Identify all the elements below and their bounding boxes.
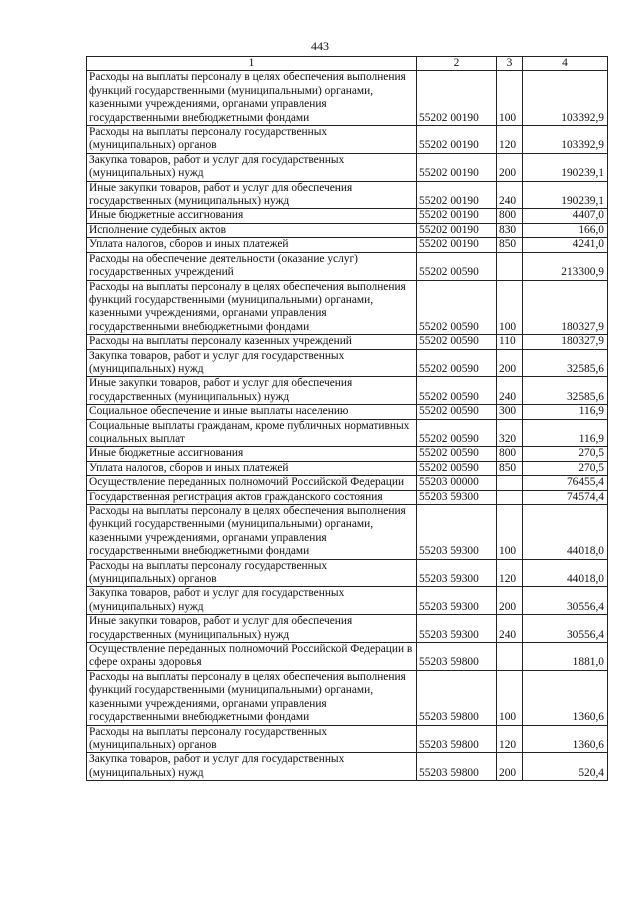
row-amount: 213300,9 — [523, 252, 608, 280]
row-code: 55202 00190 — [417, 153, 497, 181]
row-amount: 76455,4 — [523, 476, 608, 490]
row-name: Закупка товаров, работ и услуг для государственных (муниципальных) нужд — [87, 153, 417, 181]
row-amount: 30556,4 — [523, 587, 608, 615]
row-name: Социальные выплаты гражданам, кроме публичных нормативных социальных выплат — [87, 419, 417, 447]
row-vr-code — [497, 643, 523, 671]
row-amount: 180327,9 — [523, 280, 608, 335]
header-row — [87, 57, 608, 71]
row-name: Исполнение судебных актов — [87, 223, 417, 237]
row-vr-code: 850 — [497, 238, 523, 252]
row-amount: 74574,4 — [523, 490, 608, 504]
row-vr-code: 200 — [497, 153, 523, 181]
row-amount: 44018,0 — [523, 559, 608, 587]
row-amount: 103392,9 — [523, 71, 608, 126]
row-name: Иные закупки товаров, работ и услуг для обеспечения государственных (муниципальных) нужд — [87, 615, 417, 643]
row-amount: 103392,9 — [523, 126, 608, 154]
row-code: 55202 00590 — [417, 335, 497, 349]
row-vr-code: 240 — [497, 615, 523, 643]
row-name: Осуществление переданных полномочий Российской Федерации в сфере охраны здоровья — [87, 643, 417, 671]
row-vr-code: 240 — [497, 377, 523, 405]
row-code: 55202 00590 — [417, 377, 497, 405]
table-row — [87, 209, 608, 223]
row-vr-code: 800 — [497, 209, 523, 223]
row-amount: 32585,6 — [523, 377, 608, 405]
row-code: 55203 59800 — [417, 643, 497, 671]
row-code: 55203 59300 — [417, 615, 497, 643]
row-code: 55202 00590 — [417, 419, 497, 447]
row-code: 55203 59800 — [417, 753, 497, 781]
row-code: 55202 00190 — [417, 209, 497, 223]
row-name: Иные закупки товаров, работ и услуг для обеспечения государственных (муниципальных) нужд — [87, 377, 417, 405]
table-row — [87, 476, 608, 490]
page-number: 443 — [311, 39, 329, 53]
table-row — [87, 349, 608, 377]
row-name: Уплата налогов, сборов и иных платежей — [87, 461, 417, 475]
row-name: Закупка товаров, работ и услуг для государственных (муниципальных) нужд — [87, 753, 417, 781]
row-name: Иные бюджетные ассигнования — [87, 209, 417, 223]
row-amount: 1881,0 — [523, 643, 608, 671]
table-row — [87, 153, 608, 181]
row-code: 55203 59300 — [417, 559, 497, 587]
row-code: 55202 00190 — [417, 181, 497, 209]
row-code: 55202 00190 — [417, 223, 497, 237]
row-name: Расходы на выплаты персоналу в целях обеспечения выполнения функций государственными (муниципальными) органами, казенными учреждениями, органами управления государственными внебюджетными фондами — [87, 71, 417, 126]
row-amount: 520,4 — [523, 753, 608, 781]
row-vr-code: 200 — [497, 349, 523, 377]
table-row — [87, 587, 608, 615]
row-amount: 32585,6 — [523, 349, 608, 377]
row-vr-code: 120 — [497, 559, 523, 587]
header-col-1: 1 — [87, 57, 417, 71]
row-name: Расходы на выплаты персоналу казенных учреждений — [87, 335, 417, 349]
row-vr-code: 320 — [497, 419, 523, 447]
row-name: Осуществление переданных полномочий Российской Федерации — [87, 476, 417, 490]
table-row — [87, 71, 608, 126]
row-vr-code: 830 — [497, 223, 523, 237]
row-amount: 116,9 — [523, 405, 608, 419]
table-row — [87, 461, 608, 475]
row-name: Уплата налогов, сборов и иных платежей — [87, 238, 417, 252]
row-code: 55203 59800 — [417, 670, 497, 725]
table-row — [87, 405, 608, 419]
row-vr-code: 200 — [497, 753, 523, 781]
row-amount: 30556,4 — [523, 615, 608, 643]
table-row — [87, 223, 608, 237]
table-row — [87, 643, 608, 671]
table-row — [87, 419, 608, 447]
row-name: Государственная регистрация актов гражданского состояния — [87, 490, 417, 504]
row-vr-code: 120 — [497, 126, 523, 154]
row-vr-code: 240 — [497, 181, 523, 209]
table-row — [87, 252, 608, 280]
row-code: 55203 59300 — [417, 505, 497, 560]
table-row — [87, 670, 608, 725]
row-amount: 270,5 — [523, 447, 608, 461]
row-amount: 116,9 — [523, 419, 608, 447]
row-code: 55202 00590 — [417, 280, 497, 335]
table-row — [87, 753, 608, 781]
row-vr-code: 100 — [497, 280, 523, 335]
row-vr-code: 110 — [497, 335, 523, 349]
row-vr-code: 800 — [497, 447, 523, 461]
row-code: 55202 00590 — [417, 405, 497, 419]
row-code: 55202 00190 — [417, 238, 497, 252]
row-name: Расходы на выплаты персоналу в целях обеспечения выполнения функций государственными (муниципальными) органами, казенными учреждениями, органами управления государственными внебюджетными фондами — [87, 670, 417, 725]
row-code: 55202 00590 — [417, 349, 497, 377]
header-col-2: 2 — [417, 57, 497, 71]
table-row — [87, 447, 608, 461]
table-row — [87, 490, 608, 504]
row-vr-code: 100 — [497, 71, 523, 126]
header-col-4: 4 — [523, 57, 608, 71]
table-row — [87, 335, 608, 349]
row-amount: 190239,1 — [523, 153, 608, 181]
row-vr-code: 100 — [497, 505, 523, 560]
row-code: 55202 00590 — [417, 447, 497, 461]
row-name: Социальное обеспечение и иные выплаты населению — [87, 405, 417, 419]
row-vr-code: 850 — [497, 461, 523, 475]
row-name: Расходы на выплаты персоналу в целях обеспечения выполнения функций государственными (муниципальными) органами, казенными учреждениями, органами управления государственными внебюджетными фондами — [87, 505, 417, 560]
row-vr-code — [497, 252, 523, 280]
row-amount: 270,5 — [523, 461, 608, 475]
table-row — [87, 559, 608, 587]
table-row — [87, 126, 608, 154]
row-name: Иные бюджетные ассигнования — [87, 447, 417, 461]
row-name: Расходы на выплаты персоналу государственных (муниципальных) органов — [87, 725, 417, 753]
row-vr-code: 300 — [497, 405, 523, 419]
table-row — [87, 181, 608, 209]
table-row — [87, 725, 608, 753]
row-name: Закупка товаров, работ и услуг для государственных (муниципальных) нужд — [87, 587, 417, 615]
row-code: 55203 59300 — [417, 587, 497, 615]
table-row — [87, 238, 608, 252]
row-code: 55202 00190 — [417, 71, 497, 126]
row-amount: 166,0 — [523, 223, 608, 237]
budget-table — [86, 56, 608, 781]
table-row — [87, 615, 608, 643]
row-name: Расходы на выплаты персоналу государственных (муниципальных) органов — [87, 559, 417, 587]
row-code: 55202 00190 — [417, 126, 497, 154]
header-col-3: 3 — [497, 57, 523, 71]
row-name: Иные закупки товаров, работ и услуг для обеспечения государственных (муниципальных) нужд — [87, 181, 417, 209]
row-vr-code: 120 — [497, 725, 523, 753]
row-vr-code: 200 — [497, 587, 523, 615]
row-name: Закупка товаров, работ и услуг для государственных (муниципальных) нужд — [87, 349, 417, 377]
row-code: 55202 00590 — [417, 461, 497, 475]
row-amount: 4241,0 — [523, 238, 608, 252]
row-code: 55203 59800 — [417, 725, 497, 753]
row-amount: 4407,0 — [523, 209, 608, 223]
row-vr-code: 100 — [497, 670, 523, 725]
table-row — [87, 505, 608, 560]
table-row — [87, 377, 608, 405]
row-amount: 180327,9 — [523, 335, 608, 349]
table-row — [87, 280, 608, 335]
row-amount: 1360,6 — [523, 725, 608, 753]
row-amount: 190239,1 — [523, 181, 608, 209]
row-name: Расходы на выплаты персоналу в целях обеспечения выполнения функций государственными (муниципальными) органами, казенными учреждениями, органами управления государственными внебюджетными фондами — [87, 280, 417, 335]
row-name: Расходы на выплаты персоналу государственных (муниципальных) органов — [87, 126, 417, 154]
row-vr-code — [497, 490, 523, 504]
row-vr-code — [497, 476, 523, 490]
row-amount: 44018,0 — [523, 505, 608, 560]
row-name: Расходы на обеспечение деятельности (оказание услуг) государственных учреждений — [87, 252, 417, 280]
row-code: 55202 00590 — [417, 252, 497, 280]
row-code: 55203 59300 — [417, 490, 497, 504]
row-amount: 1360,6 — [523, 670, 608, 725]
row-code: 55203 00000 — [417, 476, 497, 490]
